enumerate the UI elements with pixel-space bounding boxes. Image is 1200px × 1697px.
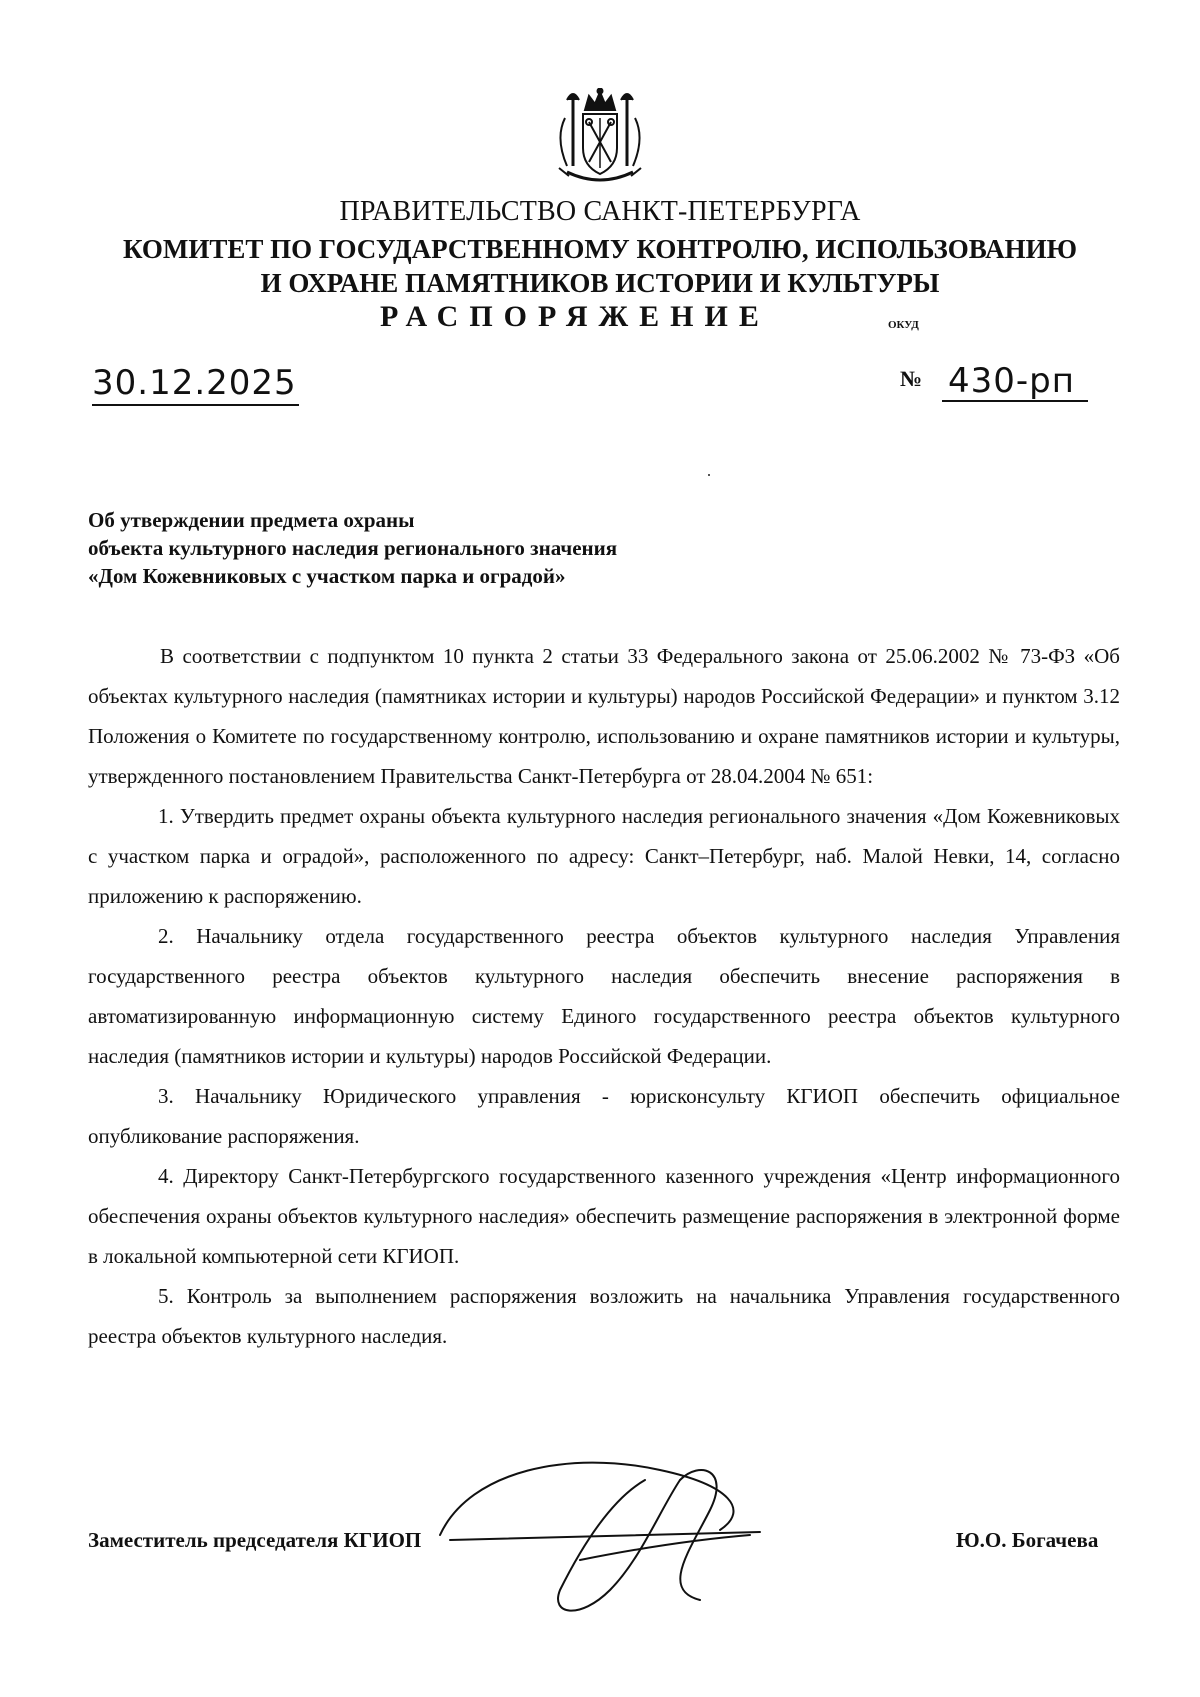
signatory-name: Ю.О. Богачева — [956, 1528, 1099, 1552]
subject-line-3: «Дом Кожевниковых с участком парка и оградой» — [88, 564, 566, 588]
coat-of-arms-icon — [545, 88, 655, 188]
item-3: 3. Начальнику Юридического управления - юрисконсульту КГИОП обеспечить официальное опубликование распоряжения. — [88, 1084, 1120, 1148]
document-type: РАСПОРЯЖЕНИЕ — [380, 300, 770, 333]
handwritten-signature — [430, 1440, 790, 1640]
committee-line-2: И ОХРАНЕ ПАМЯТНИКОВ ИСТОРИИ И КУЛЬТУРЫ — [260, 268, 940, 298]
item-2: 2. Начальнику отдела государственного реестра объектов культурного наследия Управления государственного реестра объектов культурного наследия обеспечить внесение распоряжения в автоматизированную информационную систему Единого государственного реестра объектов культурного наследия (памятников истории и культуры) народов Российской Федерации. — [88, 924, 1120, 1068]
signatory-position: Заместитель председателя КГИОП — [88, 1528, 422, 1552]
order-date: 30.12.2025 — [92, 364, 299, 406]
order-body — [88, 636, 1120, 1356]
subject-line-2: объекта культурного наследия регионального значения — [88, 536, 618, 560]
subject-line-1: Об утверждении предмета охраны — [88, 508, 415, 532]
number-label: № — [900, 366, 923, 391]
preamble-paragraph: В соответствии с подпунктом 10 пункта 2 статьи 33 Федерального закона от 25.06.2002 № 73-ФЗ «Об объектах культурного наследия (памятниках истории и культуры) народов Российской Федерации» и пунктом 3.12 Положения о Комитете по государственному контролю, использованию и охране памятников истории и культуры, утвержденного постановлением Правительства Санкт-Петербурга от 28.04.2004 № 651: — [88, 644, 1120, 788]
order-number: 430-рп — [942, 362, 1088, 402]
okud-label: ОКУД — [888, 319, 919, 331]
scan-speck — [708, 474, 710, 476]
committee-title — [0, 232, 1200, 300]
government-title: ПРАВИТЕЛЬСТВО САНКТ-ПЕТЕРБУРГА — [339, 196, 861, 227]
item-4: 4. Директору Санкт-Петербургского государственного казенного учреждения «Центр информационного обеспечения охраны объектов культурного наследия» обеспечить размещение распоряжения в электронной форме в локальной компьютерной сети КГИОП. — [88, 1164, 1120, 1268]
item-1: 1. Утвердить предмет охраны объекта культурного наследия регионального значения «Дом Кожевниковых с участком парка и оградой», расположенного по адресу: Санкт–Петербург, наб. Малой Невки, 14, согласно приложению к распоряжению. — [88, 804, 1120, 908]
order-subject — [88, 506, 788, 590]
committee-line-1: КОМИТЕТ ПО ГОСУДАРСТВЕННОМУ КОНТРОЛЮ, ИСПОЛЬЗОВАНИЮ — [123, 234, 1077, 264]
item-5: 5. Контроль за выполнением распоряжения возложить на начальника Управления государственного реестра объектов культурного наследия. — [88, 1284, 1120, 1348]
